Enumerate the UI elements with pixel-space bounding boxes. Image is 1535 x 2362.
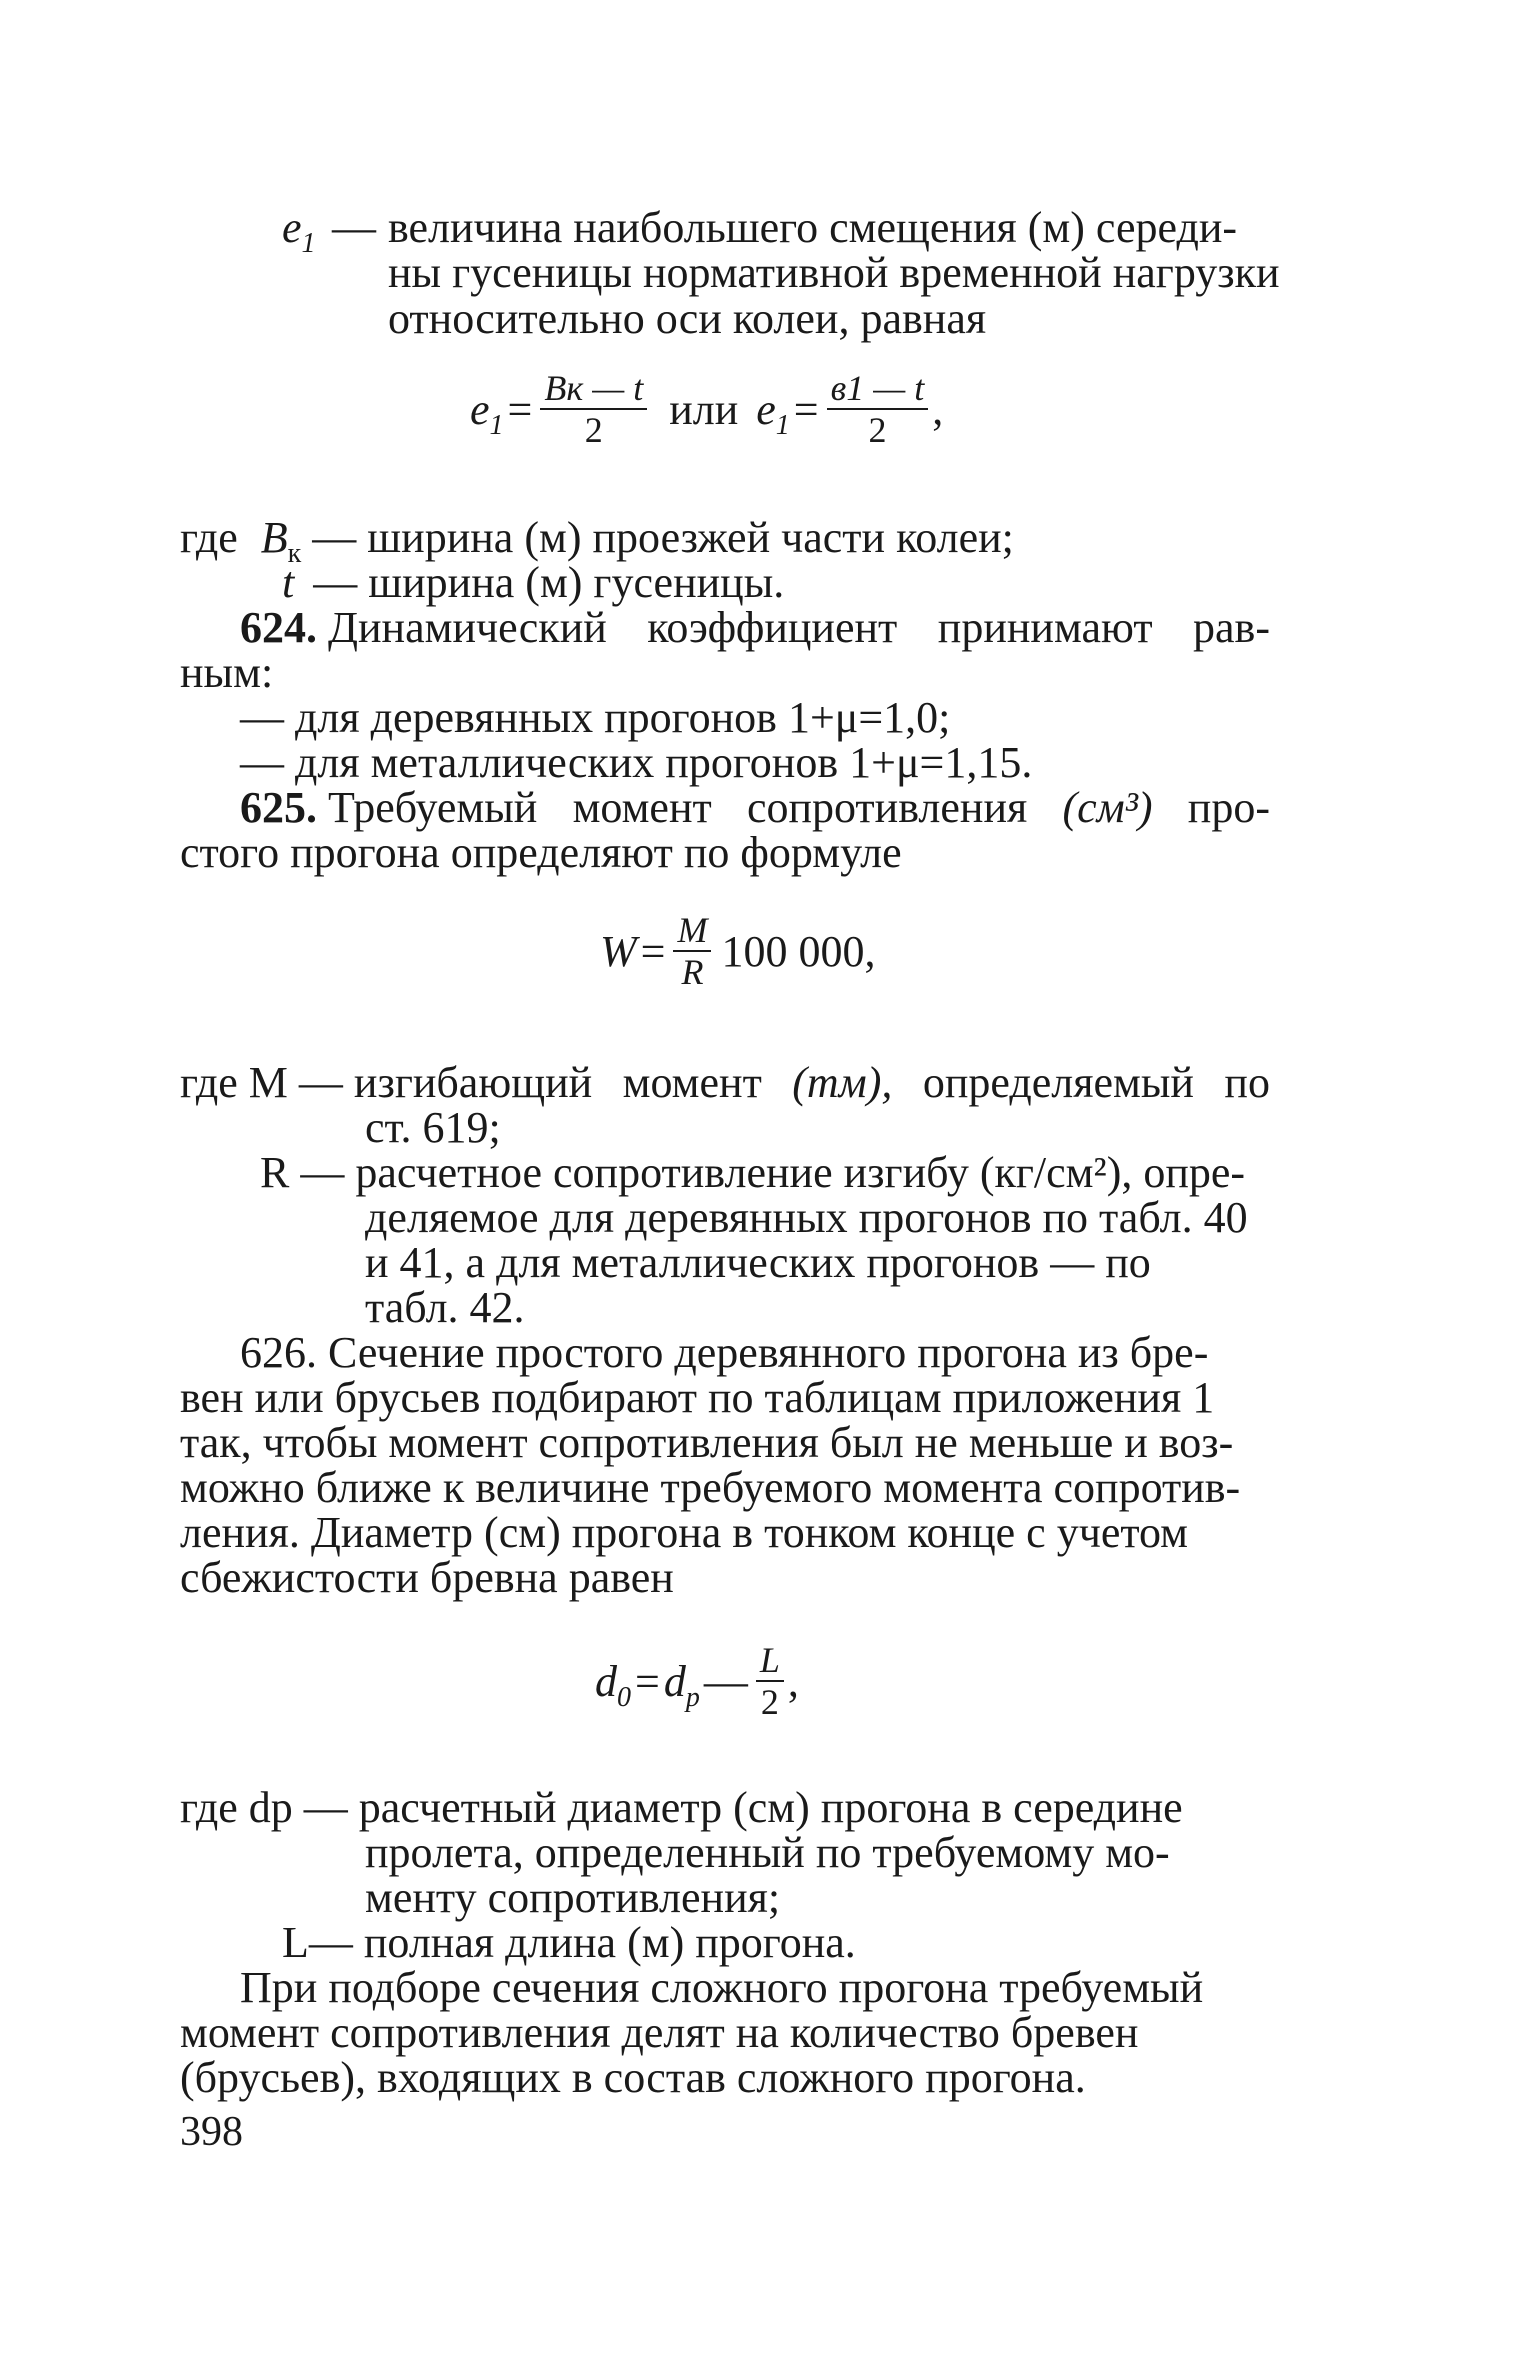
where2-r-line-2: деляемое для деревянных прогонов по табл. 40	[365, 1193, 1248, 1242]
p626-line-2: вен или брусьев подбирают по таблицам приложения 1	[180, 1373, 1215, 1422]
e1-def-line-1: —	[332, 203, 376, 252]
p626-line-6: сбежистости бревна равен	[180, 1553, 674, 1602]
formula-e1-lhs-2: $e_1$	[756, 384, 790, 441]
formula-e1	[470, 368, 943, 450]
formula-d0-eq: =	[635, 1656, 660, 1706]
formula-e1-or: или	[669, 384, 739, 434]
p626-line-4: можно ближе к величине требуемого момента сопротив-	[180, 1463, 1241, 1512]
formula-d0-frac	[756, 1640, 784, 1722]
e1-def-line-1-text: величина наибольшего смещения (м) середи-	[388, 203, 1238, 252]
formula-d0-rhs: $d_p$	[663, 1656, 700, 1713]
formula-d0-lhs: $d_0$	[595, 1656, 631, 1713]
formula-e1-frac-1	[540, 368, 647, 450]
formula-e1-eq-2: =	[793, 384, 819, 434]
formula-w	[600, 910, 875, 992]
p625-line-1: 625. Требуемый момент сопротивления (см³) про-	[240, 783, 1270, 832]
e1-def-line-2: ны гусеницы нормативной временной нагрузки	[388, 248, 1280, 297]
where1-line-1: где $B_к$ — ширина (м) проезжей части колеи;	[180, 513, 1014, 569]
final-para-line-1: При подборе сечения сложного прогона требуемый	[240, 1963, 1204, 2012]
formula-w-lhs: W	[600, 926, 637, 976]
formula-w-frac	[673, 910, 711, 992]
p624-item-2: — для металлических прогонов 1+μ=1,15.	[240, 738, 1033, 787]
e1-symbol: $e_1$	[282, 203, 316, 259]
p624-line-2: ным:	[180, 648, 274, 697]
where2-r-line-4: табл. 42.	[365, 1283, 525, 1332]
formula-e1-num-1: Bк — t	[540, 368, 647, 410]
where3-line-3: менту сопротивления;	[365, 1873, 781, 1922]
p625-line-2: стого прогона определяют по формуле	[180, 828, 902, 877]
final-para-line-3: (брусьев), входящих в состав сложного прогона.	[180, 2053, 1086, 2102]
where2-m-line-2: ст. 619;	[365, 1103, 501, 1152]
formula-d0	[595, 1640, 799, 1722]
p626-line-1: 626. Сечение простого деревянного прогона из бре-	[240, 1328, 1209, 1377]
formula-e1-eq: =	[507, 384, 533, 434]
page-number: 398	[180, 2109, 243, 2155]
e1-def-line-3: относительно оси колеи, равная	[388, 294, 987, 343]
p626-line-3: так, чтобы момент сопротивления был не меньше и воз-	[180, 1418, 1234, 1467]
formula-d0-num: L	[756, 1640, 784, 1682]
formula-d0-minus: —	[703, 1656, 748, 1706]
p626-line-5: ления. Диаметр (см) прогона в тонком конце с учетом	[180, 1508, 1189, 1557]
formula-w-num: M	[673, 910, 711, 952]
formula-w-factor: 100 000,	[721, 926, 876, 976]
where3-line-2: пролета, определенный по требуемому мо-	[365, 1828, 1170, 1877]
formula-w-den: R	[681, 952, 704, 992]
formula-e1-frac-2	[827, 368, 929, 450]
where2-m-line-1: где M — изгибающий момент (тм), определяемый по	[180, 1058, 1270, 1107]
formula-d0-tail: ,	[787, 1656, 799, 1706]
final-para-line-2: момент сопротивления делят на количество бревен	[180, 2008, 1139, 2057]
where2-r-line-3: и 41, а для металлических прогонов — по	[365, 1238, 1151, 1287]
where1-line-2: t — ширина (м) гусеницы.	[282, 558, 785, 607]
formula-e1-den-1: 2	[584, 410, 603, 450]
formula-e1-den-2: 2	[868, 410, 887, 450]
where3-line-4: L— полная длина (м) прогона.	[282, 1918, 856, 1967]
where2-r-line-1: R — расчетное сопротивление изгибу (кг/см²), опре-	[260, 1148, 1246, 1197]
where3-line-1: где dp — расчетный диаметр (см) прогона в середине	[180, 1783, 1183, 1832]
formula-e1-lhs: $e_1$	[470, 384, 504, 441]
formula-d0-den: 2	[760, 1682, 779, 1722]
formula-w-eq: =	[640, 926, 666, 976]
formula-e1-tail: ,	[932, 384, 944, 434]
p624-item-1: — для деревянных прогонов 1+μ=1,0;	[240, 693, 951, 742]
formula-e1-num-2: в1 — t	[827, 368, 929, 410]
p624-line-1: 624. Динамический коэффициент принимают рав-	[240, 603, 1270, 652]
